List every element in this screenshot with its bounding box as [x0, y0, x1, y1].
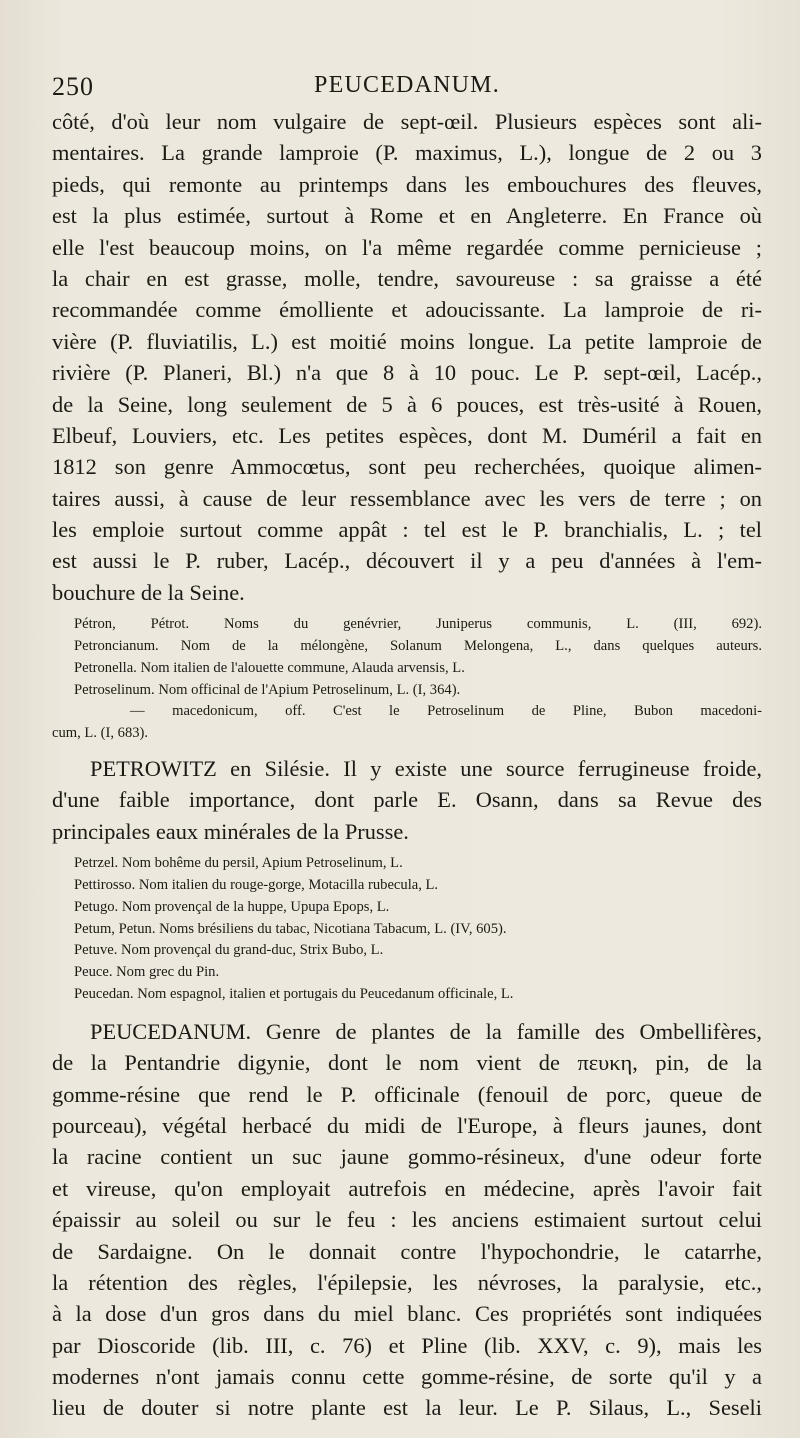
text-line: la rétention des règles, l'épilepsie, les névroses, la paralysie, etc.,	[52, 1269, 762, 1295]
text-line: vière (P. fluviatilis, L.) est moitié moins longue. La petite lamproie de	[52, 328, 762, 354]
dictionary-entry: Petroselinum. Nom officinal de l'Apium Petroselinum, L. (I, 364).	[74, 681, 461, 698]
petron-entries	[52, 614, 762, 745]
text-line: recommandée comme émolliente et adoucissante. La lamproie de ri-	[52, 297, 762, 323]
dictionary-entry: — macedonicum, off. C'est le Petroselinum de Pline, Bubon macedoni-	[130, 703, 762, 720]
text-line: elle l'est beaucoup moins, on l'a même regardée comme pernicieuse ;	[52, 234, 762, 260]
text-line: rivière (P. Planeri, Bl.) n'a que 8 à 10 pouc. Le P. sept-œil, Lacép.,	[52, 360, 762, 386]
dictionary-entry: Petuve. Nom provençal du grand-duc, Strix Bubo, L.	[74, 942, 384, 959]
text-line: est la plus estimée, surtout à Rome et en Angleterre. En France où	[52, 203, 762, 229]
text-line: la chair en est grasse, molle, tendre, savoureuse : sa graisse a été	[52, 265, 762, 291]
text-line: modernes n'ont jamais connu cette gomme-résine, de sorte qu'il y a	[52, 1364, 762, 1390]
text-line: PETROWITZ en Silésie. Il y existe une source ferrugineuse froide,	[90, 756, 762, 782]
text-line: lieu de douter si notre plante est la leur. Le P. Silaus, L., Seseli	[52, 1395, 762, 1421]
text-line: de la Seine, long seulement de 5 à 6 pouces, est très-usité à Rouen,	[52, 391, 762, 417]
page-number: 250	[52, 72, 94, 101]
text-line: bouchure de la Seine.	[52, 579, 245, 605]
text-line: pieds, qui remonte au printemps dans les embouchures des fleuves,	[52, 171, 762, 197]
text-line: est aussi le P. ruber, Lacép., découvert il y a peu d'années à l'em-	[52, 548, 762, 574]
text-line: 1812 son genre Ammocœtus, sont peu recherchées, quoique alimen-	[52, 454, 762, 480]
text-line: côté, d'où leur nom vulgaire de sept-œil. Plusieurs espèces sont ali-	[52, 109, 762, 134]
dictionary-entry: Petrzel. Nom bohême du persil, Apium Petroselinum, L.	[74, 855, 403, 872]
text-line: par Dioscoride (lib. III, c. 76) et Pline (lib. XXV, c. 9), mais les	[52, 1332, 762, 1358]
text-line: mentaires. La grande lamproie (P. maximus, L.), longue de 2 ou 3	[52, 140, 762, 166]
petrzel-entries	[52, 853, 762, 1006]
text-line: la racine contient un suc jaune gommo-résineux, d'une odeur forte	[52, 1144, 762, 1170]
dictionary-entry: Petronella. Nom italien de l'alouette commune, Alauda arvensis, L.	[74, 659, 465, 676]
dictionary-entry: Petroncianum. Nom de la mélongène, Solanum Melongena, L., dans quelques auteurs.	[74, 638, 762, 655]
dictionary-entry: cum, L. (I, 683).	[52, 725, 149, 742]
petrowitz-paragraph	[52, 753, 762, 847]
running-title: PEUCEDANUM.	[314, 72, 500, 98]
dictionary-entry: Pettirosso. Nom italien du rouge-gorge, Motacilla rubecula, L.	[74, 877, 439, 893]
text-line: Elbeuf, Louviers, etc. Les petites espèces, dont M. Duméril a fait en	[52, 422, 762, 448]
lamproie-paragraph	[52, 106, 762, 608]
text-line: pourceau), végétal herbacé du midi de l'Europe, à fleurs jaunes, dont	[52, 1112, 762, 1138]
dictionary-entry: Peucedan. Nom espagnol, italien et portugais du Peucedanum officinale, L.	[74, 985, 514, 1002]
text-line: principales eaux minérales de la Prusse.	[52, 818, 409, 844]
text-line: gomme-résine que rend le P. officinale (fenouil de porc, queue de	[52, 1081, 762, 1107]
text-line: les emploie surtout comme appât : tel est le P. branchialis, L. ; tel	[52, 517, 762, 543]
text-line: d'une faible importance, dont parle E. Osann, dans sa Revue des	[52, 787, 762, 813]
dictionary-entry: Pétron, Pétrot. Noms du genévrier, Juniperus communis, L. (III, 692).	[74, 616, 762, 633]
text-line: et vireuse, qu'on employait autrefois en médecine, après l'avoir fait	[52, 1175, 762, 1201]
page-header	[52, 66, 762, 106]
text-line: de la Pentandrie digynie, dont le nom vient de πευκη, pin, de la	[52, 1050, 762, 1076]
text-line: de Sardaigne. On le donnait contre l'hypochondrie, le catarrhe,	[52, 1238, 762, 1264]
dictionary-entry: Peuce. Nom grec du Pin.	[74, 964, 220, 981]
text-line: épaissir au soleil ou sur le feu : les anciens estimaient surtout celui	[52, 1207, 762, 1233]
dictionary-entry: Petugo. Nom provençal de la huppe, Upupa Epops, L.	[74, 898, 390, 915]
text-line: taires aussi, à cause de leur ressemblance avec les vers de terre ; on	[52, 485, 762, 511]
dictionary-entry: Petum, Petun. Noms brésiliens du tabac, Nicotiana Tabacum, L. (IV, 605).	[74, 920, 507, 937]
text-line: à la dose d'un gros dans du miel blanc. Ces propriétés sont indiquées	[52, 1301, 762, 1327]
text-line: PEUCEDANUM. Genre de plantes de la famille des Ombellifères,	[90, 1018, 762, 1044]
peucedanum-paragraph	[52, 1016, 762, 1424]
